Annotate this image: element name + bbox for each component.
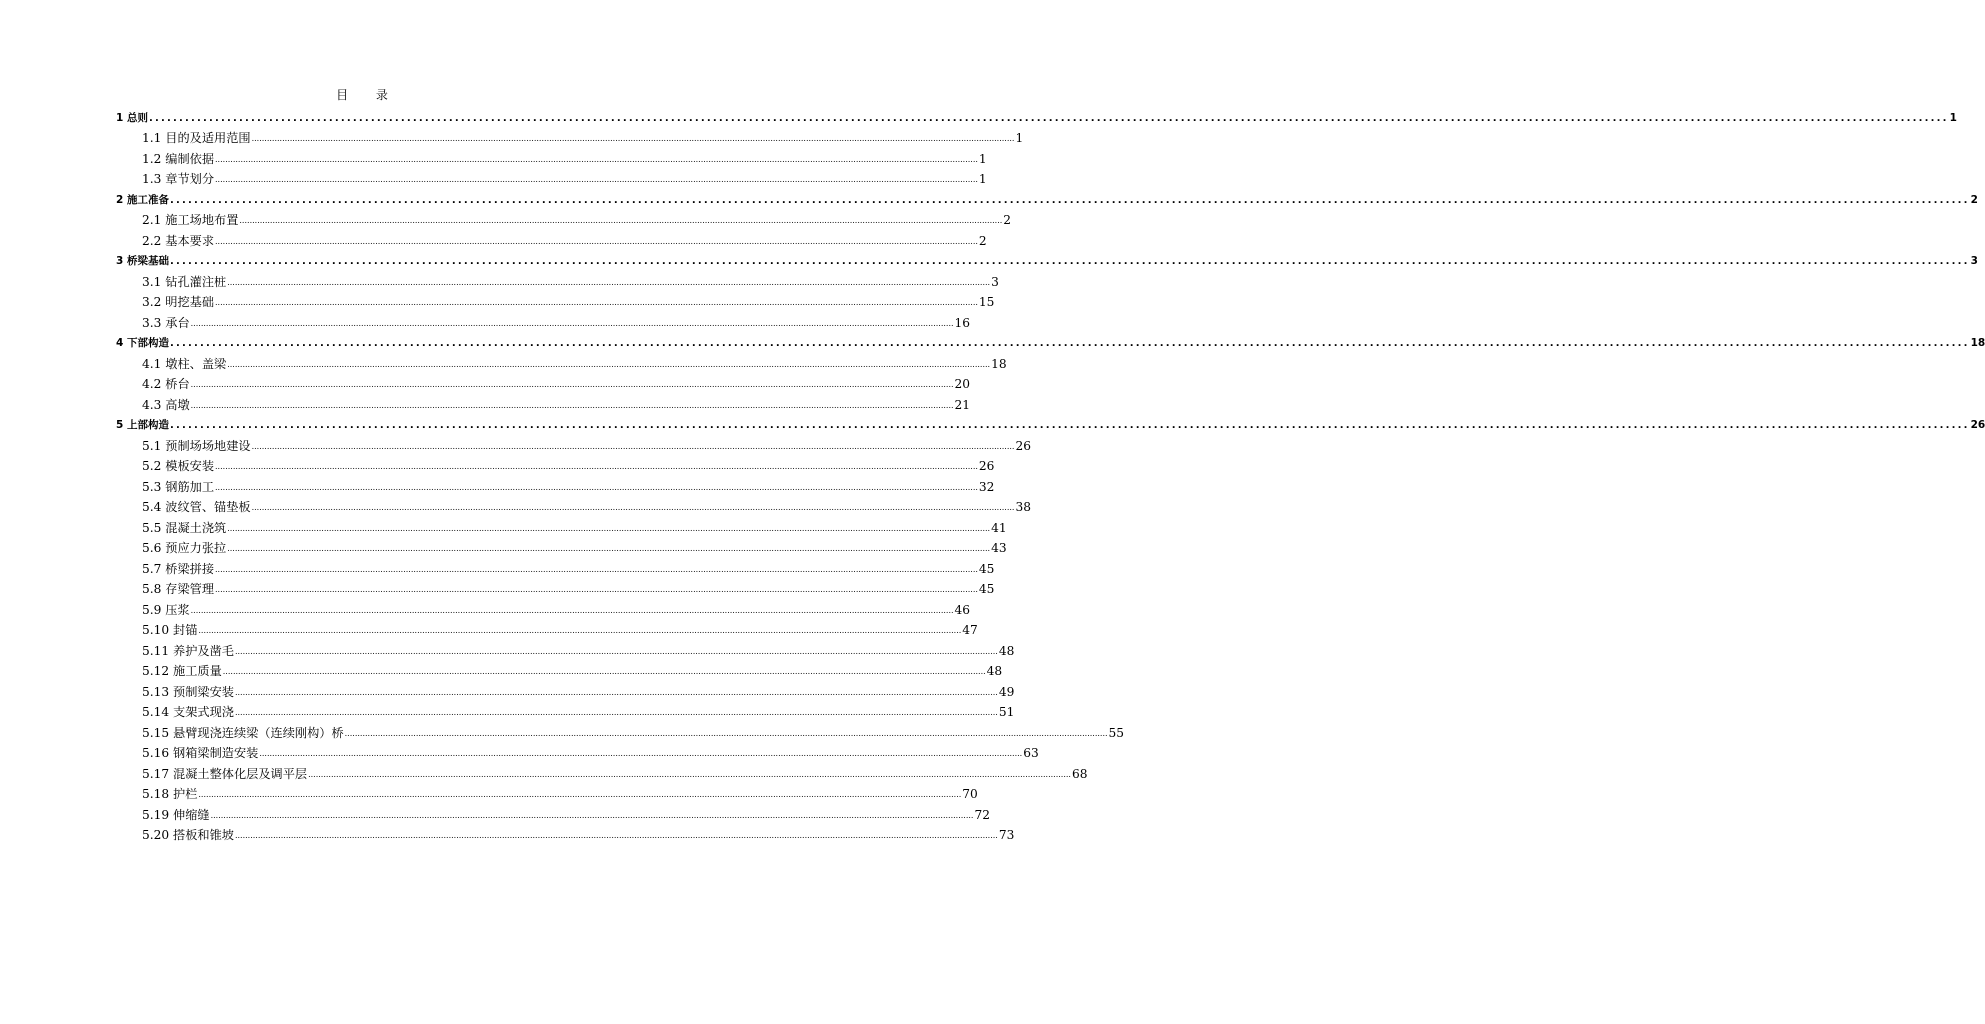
toc-section-row[interactable] [116,454,995,475]
toc-section-row[interactable] [116,474,995,495]
toc-section-row[interactable] [116,228,987,249]
toc-page-number: 1 [1015,131,1024,145]
toc-entry-label: 5.14 支架式现浇 [142,705,234,719]
toc-entry-label: 5.4 波纹管、锚垫板 [142,500,251,514]
toc-entry-label: 5.10 封锚 [142,623,198,637]
toc-section-row[interactable] [116,515,1007,536]
toc-section-row[interactable] [116,700,1015,721]
toc-page-number: 32 [978,479,995,494]
toc-entry-label: 5.16 钢箱梁制造安装 [142,746,259,760]
toc-page-number: 3 [991,274,999,289]
toc-page-number: 26 [1015,438,1031,453]
toc-page-number: 18 [991,356,1007,371]
toc-page-number: 43 [991,541,1007,555]
dot-leader: ............................................................................................................................................................................................................................................................................................................ [169,256,1970,267]
toc-entry-label: 2 施工准备 [116,193,169,206]
toc-page-number: 49 [998,684,1015,699]
toc-section-row[interactable] [116,372,971,393]
toc-page-number: 68 [1071,766,1088,781]
dot-leader: ............................................................................................................................................................................................................................................................................................................ [210,810,974,820]
toc-page-number: 72 [974,807,990,822]
toc-page-number: 20 [954,377,971,391]
toc-entry-label: 3.3 承台 [142,315,190,330]
toc-entry-label: 5.19 伸缩缝 [142,807,210,822]
dot-leader: ............................................................................................................................................................................................................................................................................................................ [190,605,954,615]
toc-page-number: 26 [978,459,995,473]
toc-page-number: 15 [978,295,995,309]
dot-leader: ............................................................................................................................................................................................................................................................................................................ [222,667,986,676]
toc-page-number: 41 [991,520,1007,535]
dot-leader: ............................................................................................................................................................................................................................................................................................................ [308,769,1071,779]
dot-leader: ............................................................................................................................................................................................................................................................................................................ [198,626,962,635]
toc-entry-label: 3.2 明挖基础 [142,295,215,309]
toc-section-row[interactable] [116,290,995,311]
toc-page-number: 1 [1949,111,1957,124]
toc-entry-label: 1.1 目的及适用范围 [142,131,251,145]
toc-entry-label: 2.1 施工场地布置 [142,213,239,227]
toc-section-row[interactable] [116,802,990,823]
dot-leader: ............................................................................................................................................................................................................................................................................................................ [190,380,954,389]
toc-page-number: 63 [1023,746,1039,760]
dot-leader: ............................................................................................................................................................................................................................................................................................................ [169,420,1970,431]
toc-page-number: 38 [1015,500,1031,514]
toc-entry-label: 4 下部构造 [116,337,169,349]
dot-leader: ............................................................................................................................................................................................................................................................................................................ [169,194,1970,206]
dot-leader: ............................................................................................................................................................................................................................................................................................................ [251,503,1015,512]
toc-page-number: 47 [962,623,978,637]
toc-entry-label: 5.20 搭板和锥坡 [142,828,234,842]
dot-leader: ............................................................................................................................................................................................................................................................................................................ [227,544,991,553]
toc-entry-label: 4.1 墩柱、盖梁 [142,356,227,371]
toc-section-row[interactable] [116,782,978,803]
toc-page-number: 16 [954,315,971,330]
toc-page-number: 2 [978,233,987,248]
toc-section-row[interactable] [116,659,1003,680]
toc-entry-label: 3.1 钻孔灌注桩 [142,274,227,289]
toc-chapter-row[interactable] [116,105,1957,126]
toc-section-row[interactable] [116,720,1125,741]
toc-section-row[interactable] [116,126,1024,147]
toc-chapter-row[interactable] [116,249,1978,270]
dot-leader: ............................................................................................................................................................................................................................................................................................................ [215,298,978,307]
toc-section-row[interactable] [116,741,1039,762]
toc-entry-label: 4.2 桥台 [142,377,190,391]
dot-leader: ............................................................................................................................................................................................................................................................................................................ [344,728,1108,738]
toc-page-number: 2 [1003,213,1012,227]
toc-section-row[interactable] [116,761,1088,782]
toc-entry-label: 5.3 钢筋加工 [142,479,215,494]
dot-leader: ............................................................................................................................................................................................................................................................................................................ [169,338,1970,349]
toc-entry-label: 1.2 编制依据 [142,151,215,166]
dot-leader: ............................................................................................................................................................................................................................................................................................................ [227,359,991,369]
toc-page-number: 55 [1108,725,1125,740]
toc-page-number: 46 [954,602,971,617]
dot-leader: ............................................................................................................................................................................................................................................................................................................ [227,523,991,533]
toc-entry-label: 5.2 模板安装 [142,459,215,473]
toc-section-row[interactable] [116,679,1015,700]
toc-section-row[interactable] [116,597,971,618]
toc-page-number: 18 [1970,337,1985,349]
toc-section-row[interactable] [116,495,1031,516]
dot-leader: ............................................................................................................................................................................................................................................................................................................ [190,318,954,328]
toc-section-row[interactable] [116,146,987,167]
toc-page-number: 45 [978,561,995,576]
dot-leader: ............................................................................................................................................................................................................................................................................................................ [215,585,978,594]
toc-page-number: 1 [978,151,987,166]
page-title: 目 录 [336,88,400,102]
dot-leader: ............................................................................................................................................................................................................................................................................................................ [251,134,1015,143]
toc-entry-label: 3 桥梁基础 [116,255,169,267]
toc-entry-label: 2.2 基本要求 [142,233,215,248]
dot-leader: ............................................................................................................................................................................................................................................................................................................ [198,790,962,799]
toc-section-row[interactable] [116,577,995,598]
toc-chapter-row[interactable] [116,413,1985,434]
toc-entry-label: 4.3 高墩 [142,397,190,412]
toc-entry-label: 5.18 护栏 [142,787,198,801]
toc-section-row[interactable] [116,208,1012,229]
toc-entry-label: 1 总则 [116,111,148,124]
toc-section-row[interactable] [116,433,1031,454]
toc-section-row[interactable] [116,536,1007,557]
toc-section-row[interactable] [116,638,1015,659]
toc-entry-label: 5.5 混凝土浇筑 [142,520,227,535]
toc-entry-label: 5.8 存梁管理 [142,582,215,596]
dot-leader: ............................................................................................................................................................................................................................................................................................................ [234,831,998,840]
toc-entry-label: 5.15 悬臂现浇连续梁（连续刚构）桥 [142,725,344,740]
toc-page-number: 3 [1970,255,1978,267]
toc-entry-label: 5 上部构造 [116,419,169,431]
toc-section-row[interactable] [116,823,1015,844]
toc-page-number: 45 [978,582,995,596]
toc-chapter-row[interactable] [116,187,1978,208]
toc-entry-label: 5.9 压浆 [142,602,190,617]
toc-page-number: 48 [986,664,1003,678]
toc-entry-label: 5.11 养护及凿毛 [142,643,234,658]
dot-leader: ............................................................................................................................................................................................................................................................................................................ [215,154,978,164]
dot-leader: ............................................................................................................................................................................................................................................................................................................ [234,687,998,697]
toc-section-row[interactable] [116,269,999,290]
table-of-contents [116,105,1985,843]
toc-page-number: 51 [998,705,1015,719]
toc-section-row[interactable] [116,167,987,188]
toc-page-number: 26 [1970,419,1985,431]
toc-entry-label: 5.17 混凝土整体化层及调平层 [142,766,308,781]
dot-leader: ............................................................................................................................................................................................................................................................................................................ [215,236,978,246]
toc-chapter-row[interactable] [116,331,1985,352]
dot-leader: ............................................................................................................................................................................................................................................................................................................ [239,216,1003,225]
toc-page-number: 70 [962,787,978,801]
toc-section-row[interactable] [116,392,971,413]
dot-leader: ............................................................................................................................................................................................................................................................................................................ [190,400,954,410]
dot-leader: ............................................................................................................................................................................................................................................................................................................ [215,175,978,184]
dot-leader: ............................................................................................................................................................................................................................................................................................................ [251,441,1015,451]
toc-page-number: 73 [998,828,1015,842]
toc-section-row[interactable] [116,310,971,331]
toc-entry-label: 5.12 施工质量 [142,664,222,678]
toc-section-row[interactable] [116,556,995,577]
toc-page-number: 1 [978,172,987,186]
toc-page-number: 48 [998,643,1015,658]
dot-leader: ............................................................................................................................................................................................................................................................................................................ [234,708,998,717]
dot-leader: ............................................................................................................................................................................................................................................................................................................ [227,277,991,287]
dot-leader: ............................................................................................................................................................................................................................................................................................................ [215,462,978,471]
toc-entry-label: 1.3 章节划分 [142,172,215,186]
toc-page-number: 2 [1970,193,1978,206]
toc-section-row[interactable] [116,618,978,639]
toc-entry-label: 5.1 预制场场地建设 [142,438,251,453]
dot-leader: ............................................................................................................................................................................................................................................................................................................ [215,564,978,574]
toc-entry-label: 5.13 预制梁安装 [142,684,234,699]
toc-page-number: 21 [954,397,971,412]
dot-leader: ............................................................................................................................................................................................................................................................................................................ [148,112,1949,124]
toc-section-row[interactable] [116,351,1007,372]
toc-entry-label: 5.6 预应力张拉 [142,541,227,555]
toc-entry-label: 5.7 桥梁拼接 [142,561,215,576]
dot-leader: ............................................................................................................................................................................................................................................................................................................ [234,646,998,656]
dot-leader: ............................................................................................................................................................................................................................................................................................................ [259,749,1023,758]
dot-leader: ............................................................................................................................................................................................................................................................................................................ [215,482,978,492]
